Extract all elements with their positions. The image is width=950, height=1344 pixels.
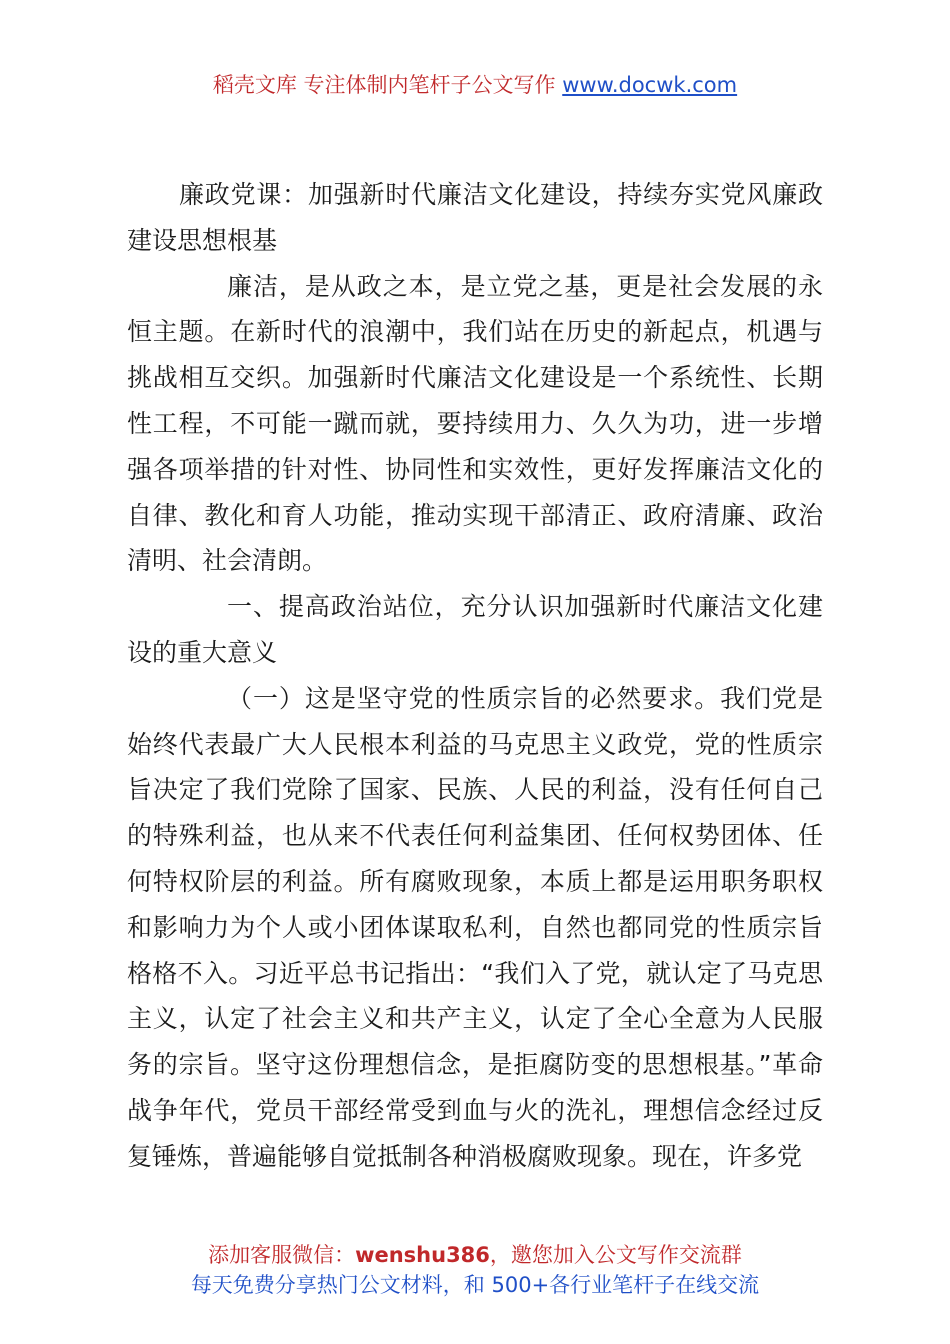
document-body xyxy=(127,172,823,1180)
footer-contact-prefix: 添加客服微信： xyxy=(208,1243,356,1267)
header-url-link[interactable]: www.docwk.com xyxy=(562,73,738,97)
footer-contact-line xyxy=(0,1240,950,1270)
paragraph-intro: 廉洁，是从政之本，是立党之基，更是社会发展的永恒主题。在新时代的浪潮中，我们站在历史的新起点，机遇与挑战相互交织。加强新时代廉洁文化建设是一个系统性、长期性工程，不可能一蹴而就，要持续用力、久久为功，进一步增强各项举措的针对性、协同性和实效性，更好发挥廉洁文化的自律、教化和育人功能，推动实现干部清正、政府清廉、政治清明、社会清朗。 xyxy=(127,271,823,576)
document-title: 廉政党课：加强新时代廉洁文化建设，持续夯实党风廉政建设思想根基 xyxy=(127,180,823,255)
footer-share-line: 每天免费分享热门公文材料，和 500+各行业笔杆子在线交流 xyxy=(190,1273,760,1297)
footer-wechat-id: wenshu386 xyxy=(355,1243,490,1267)
page-header xyxy=(0,70,950,100)
section-heading-1: 一、提高政治站位，充分认识加强新时代廉洁文化建设的重大意义 xyxy=(127,592,823,667)
footer-contact-suffix: ，邀您加入公文写作交流群 xyxy=(489,1243,742,1267)
header-brand: 稻壳文库 专注体制内笔杆子公文写作 xyxy=(212,73,563,97)
paragraph-section-1-1: （一）这是坚守党的性质宗旨的必然要求。我们党是始终代表最广大人民根本利益的马克思主义政党，党的性质宗旨决定了我们党除了国家、民族、人民的利益，没有任何自己的特殊利益，也从来不代表任何利益集团、任何权势团体、任何特权阶层的利益。所有腐败现象，本质上都是运用职务职权和影响力为个人或小团体谋取私利，自然也都同党的性质宗旨格格不入。习近平总书记指出：“我们入了党，就认定了马克思主义，认定了社会主义和共产主义，认定了全心全意为人民服务的宗旨。坚守这份理想信念，是拒腐防变的思想根基。”革命战争年代，党员干部经常受到血与火的洗礼，理想信念经过反复锤炼，普遍能够自觉抵制各种消极腐败现象。现在，许多党 xyxy=(127,683,823,1171)
